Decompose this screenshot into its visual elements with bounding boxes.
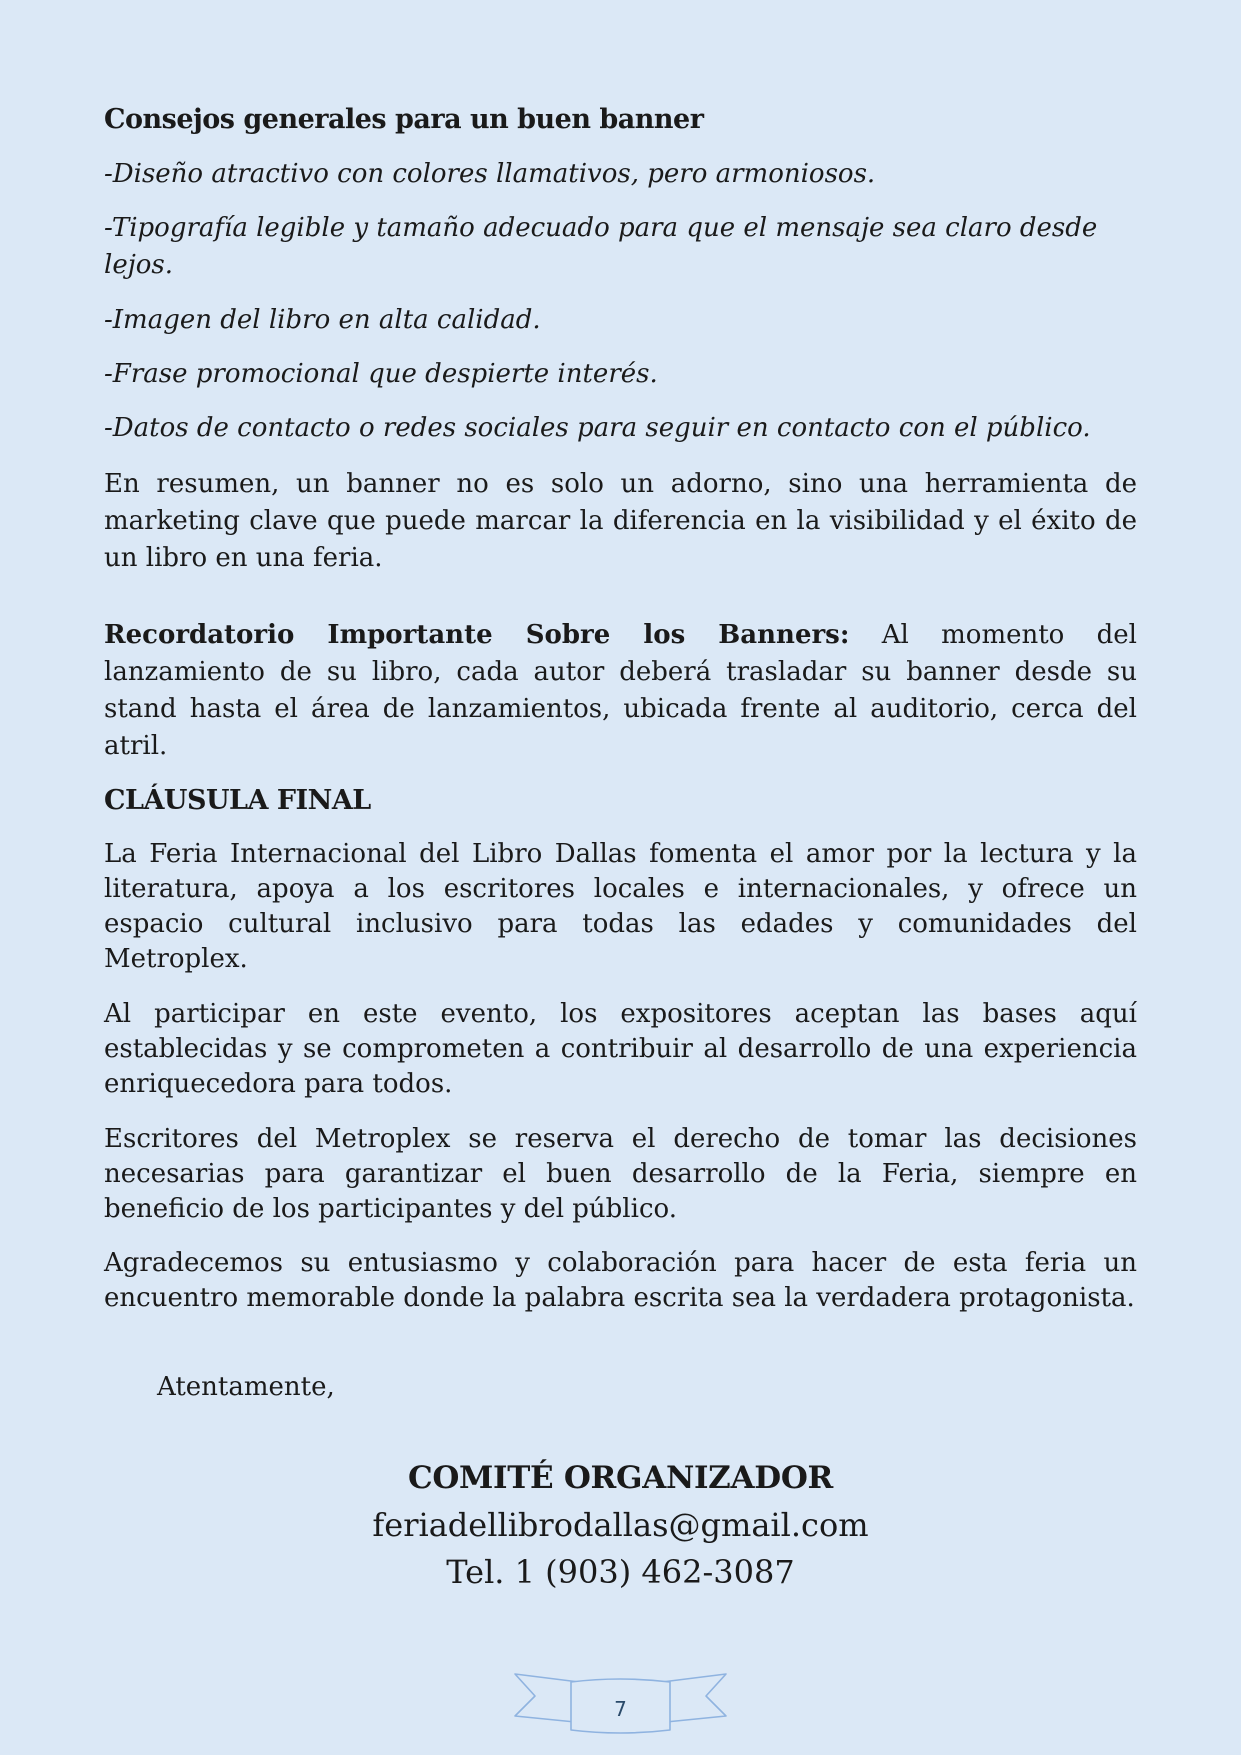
signature-email: feriadellibrodallas@gmail.com bbox=[372, 1506, 869, 1544]
final-paragraph: La Feria Internacional del Libro Dallas fomenta el amor por la lectura y la literatura, apoya a los escritores locales e internacionales, y ofrece un espacio cultural inclusivo para todas las edades y comunidades del Metroplex. bbox=[104, 839, 1137, 974]
final-clause-heading: CLÁUSULA FINAL bbox=[104, 785, 371, 816]
signature-phone: Tel. 1 (903) 462-3087 bbox=[446, 1553, 795, 1591]
reminder-text: Al momento del lanzamiento de su libro, cada autor deberá trasladar su banner desde su stand hasta el área de lanzamientos, ubicada frente al auditorio, cerca del atril. bbox=[104, 620, 1137, 761]
final-paragraph: Al participar en este evento, los expositores aceptan las bases aquí establecidas y se comprometen a contribuir al desarrollo de una experiencia enriquecedora para todos. bbox=[104, 999, 1137, 1099]
final-paragraph: Agradecemos su entusiasmo y colaboración para hacer de esta feria un encuentro memorable donde la palabra escrita sea la verdadera protagonista. bbox=[104, 1248, 1137, 1313]
tips-heading: Consejos generales para un buen banner bbox=[104, 104, 704, 135]
tip-item: -Diseño atractivo con colores llamativos, pero armoniosos. bbox=[104, 159, 876, 189]
tip-item: -Frase promocional que despierte interés. bbox=[104, 359, 658, 389]
tip-item: -Imagen del libro en alta calidad. bbox=[104, 305, 541, 335]
final-paragraph: Escritores del Metroplex se reserva el derecho de tomar las decisiones necesarias para garantizar el buen desarrollo de la Feria, siempre en beneficio de los participantes y del público. bbox=[104, 1124, 1137, 1224]
tip-item: -Datos de contacto o redes sociales para seguir en contacto con el público. bbox=[104, 413, 1091, 443]
page-number: 7 bbox=[614, 1697, 627, 1721]
reminder-paragraph bbox=[104, 617, 1137, 765]
reminder-label: Recordatorio Importante Sobre los Banners: bbox=[104, 620, 850, 650]
signature-org: COMITÉ ORGANIZADOR bbox=[407, 1460, 834, 1496]
closing-text: Atentamente, bbox=[157, 1372, 335, 1402]
summary-paragraph: En resumen, un banner no es solo un adorno, sino una herramienta de marketing clave que puede marcar la diferencia en la visibilidad y el éxito de un libro en una feria. bbox=[104, 469, 1137, 573]
tip-item: -Tipografía legible y tamaño adecuado para que el mensaje sea claro desde lejos. bbox=[104, 213, 1098, 280]
